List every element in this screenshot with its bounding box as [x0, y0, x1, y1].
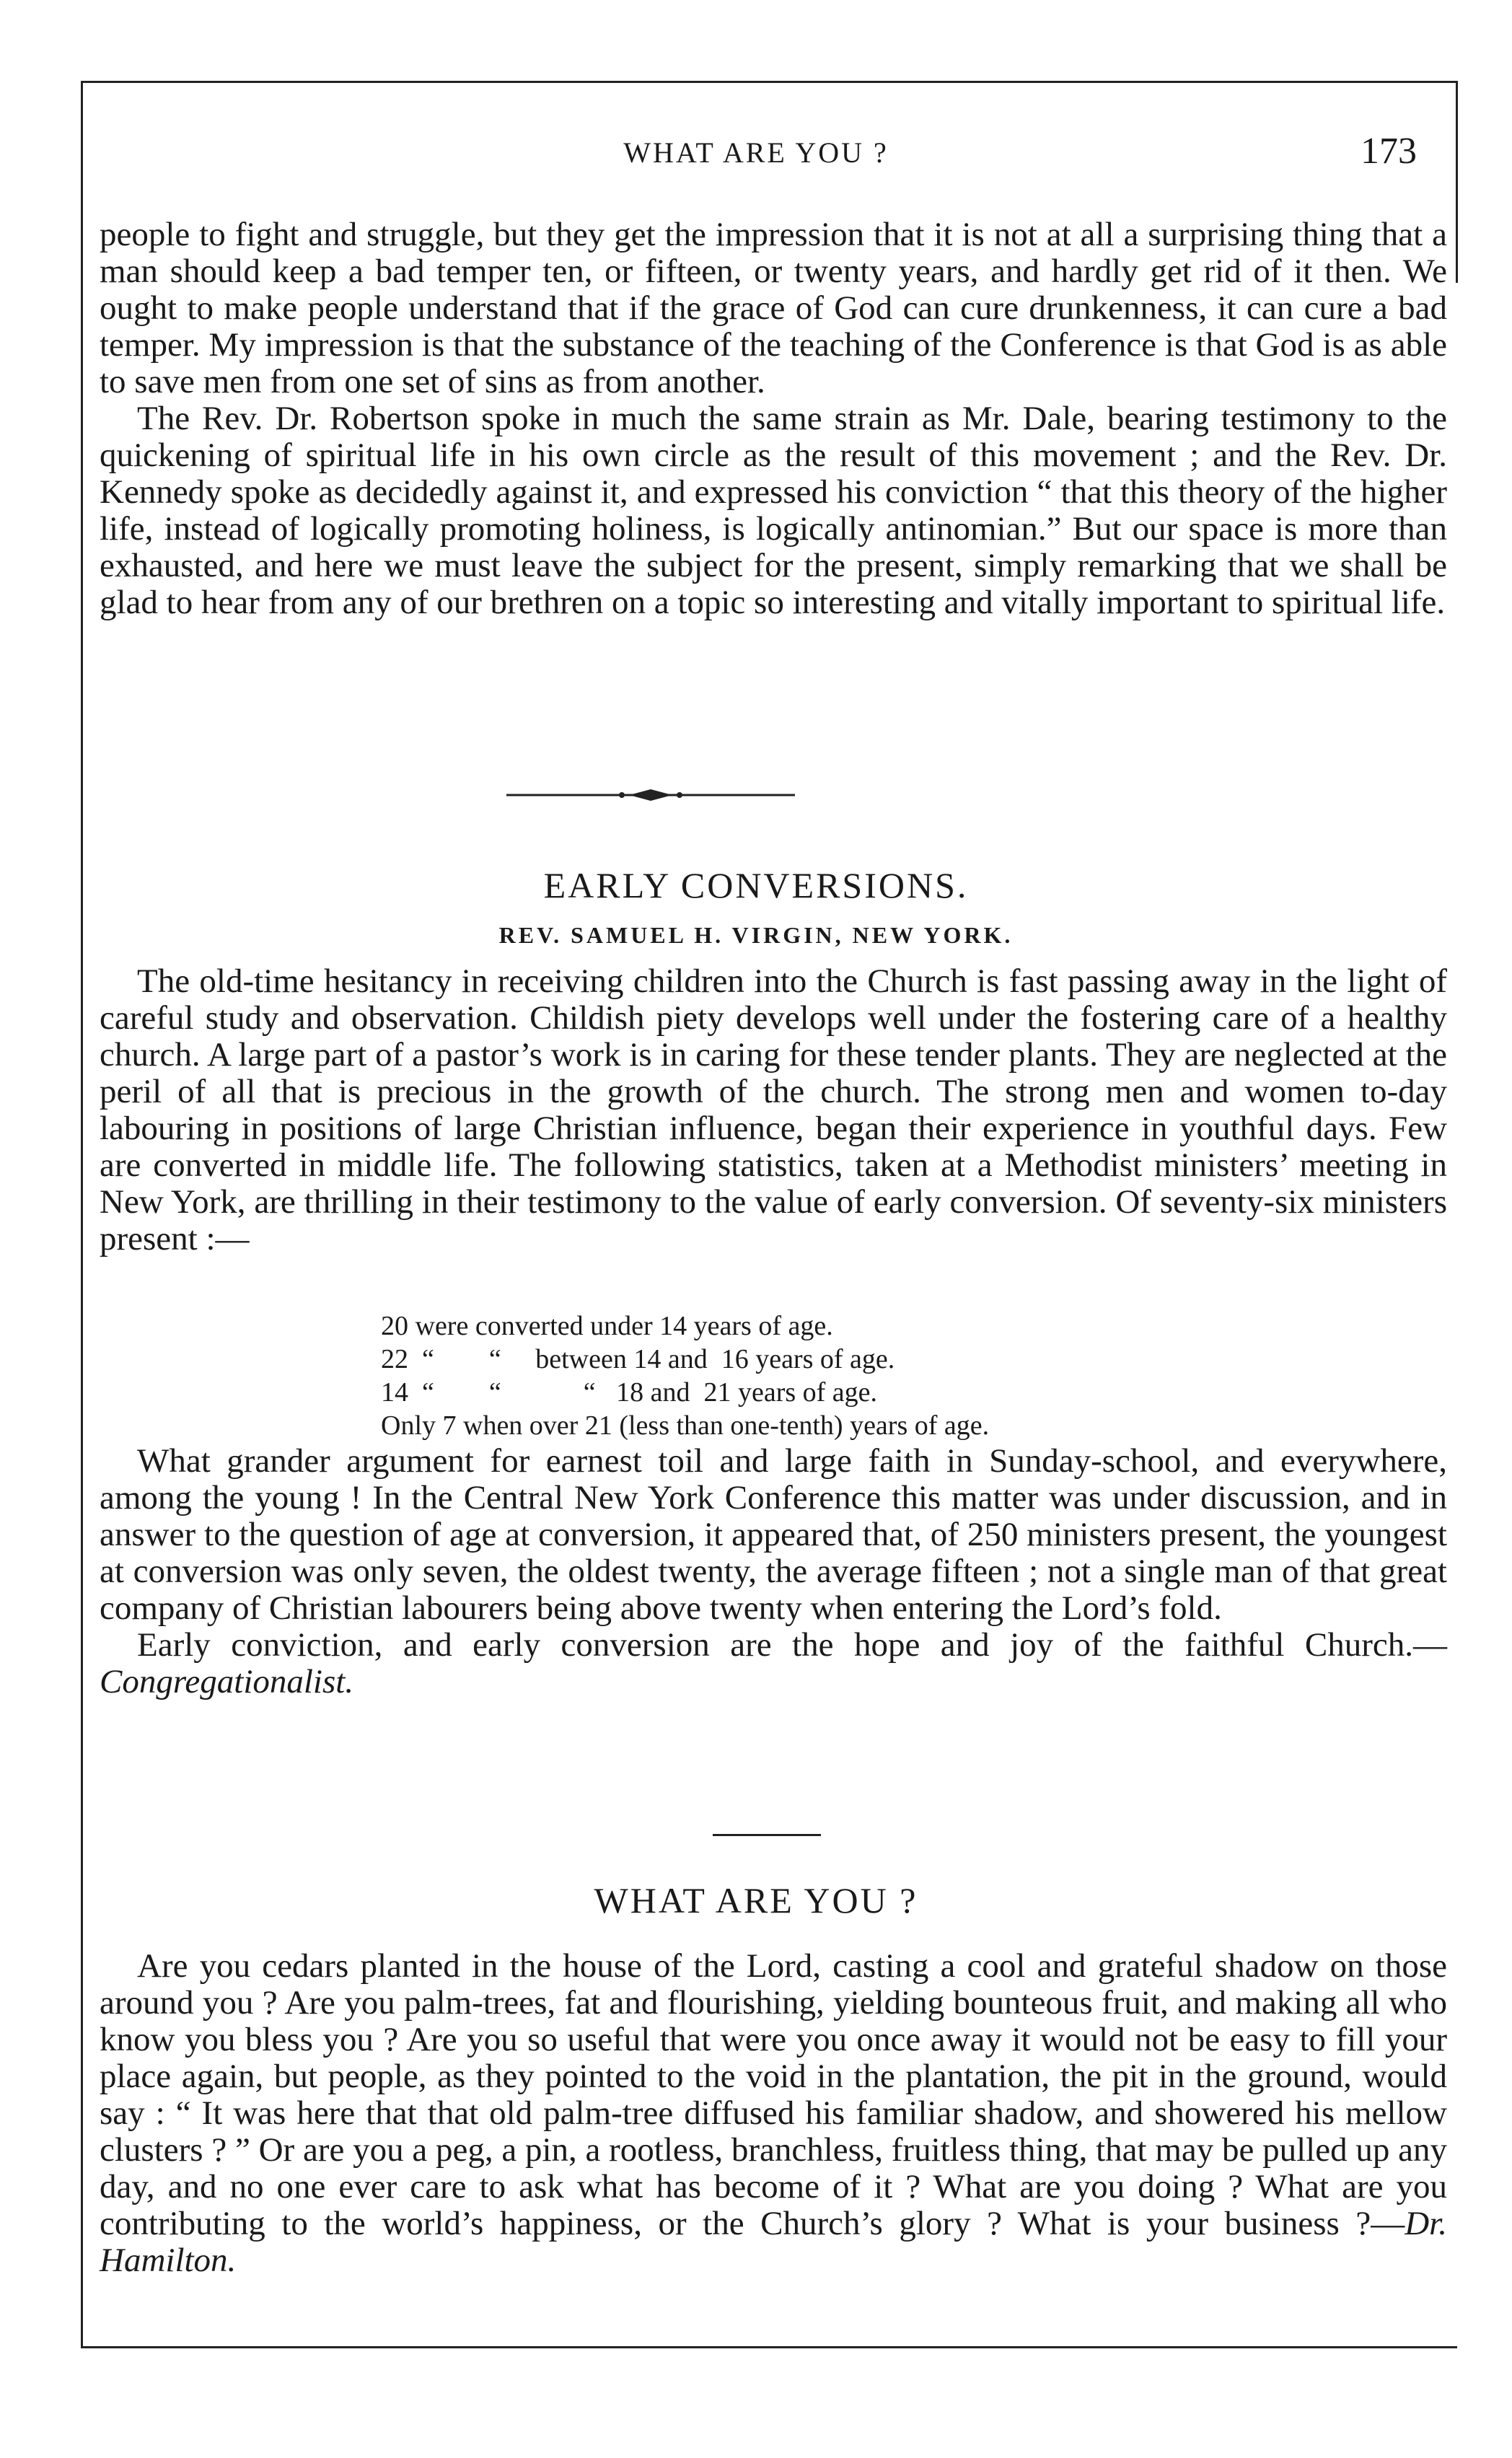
- what-are-you-paragraph: [100, 1948, 1447, 2279]
- article-what-are-you-body: [100, 1948, 1447, 2279]
- article-byline: REV. SAMUEL H. VIRGIN, NEW YORK.: [498, 922, 1014, 948]
- what-are-you-paragraph-text: Are you cedars planted in the house of the Lord, casting a cool and grateful shadow on those around you ? Are you palm-trees, fat and flourishing, yielding bounteous fruit, and making all who know you bless you ? Are you so useful that were you once away it would not be easy to fill your place again, but people, as they pointed to the void in the plantation, the pit in the ground, would say : “ It was here that that old palm-tree diffused his familiar shadow, and showered his mellow clusters ? ” Or are you a peg, a pin, a rootless, branchless, fruitless thing, that may be pulled up any day, and no one ever care to ask what has become of it ? What are you doing ? What are you contributing to the world’s happiness, or the Church’s glory ? What is your business ?—: [100, 1947, 1447, 2242]
- article-early-conversions-body: [100, 963, 1447, 1257]
- page-frame-right: [1456, 81, 1458, 283]
- page-number: 173: [1361, 131, 1417, 172]
- source-attribution: Dr. Hamilton.: [100, 2205, 1447, 2279]
- early-conversions-paragraph-3-text: Early conviction, and early conversion are the hope and joy of the faithful Church.—: [137, 1626, 1447, 1664]
- page-frame-left: [81, 81, 83, 2346]
- statistics-row: 14 “ “ “ 18 and 21 years of age.: [381, 1377, 878, 1408]
- statistics-row: Only 7 when over 21 (less than one-tenth) years of age.: [381, 1410, 990, 1441]
- running-head: WHAT ARE YOU ?: [623, 136, 889, 169]
- source-attribution: Congregationalist.: [100, 1663, 354, 1700]
- continued-article: [100, 216, 1447, 621]
- article-title-early-conversions: EARLY CONVERSIONS.: [543, 865, 969, 905]
- article-title-what-are-you: WHAT ARE YOU ?: [594, 1880, 918, 1921]
- section-rule: [713, 1834, 821, 1836]
- early-conversions-paragraph-2: What grander argument for earnest toil and large faith in Sunday-school, and everywhere, among the young ! In the Central New York Conference this matter was under discussion, and in answer to the question of age at conversion, it appeared that, of 250 ministers present, the youngest at conversion was only seven, the oldest twenty, the average fifteen ; not a single man of that great company of Christian labourers being above twenty when entering the Lord’s fold.: [100, 1442, 1447, 1627]
- statistics-row: 22 “ “ between 14 and 16 years of age.: [381, 1344, 895, 1374]
- early-conversions-paragraph-1: The old-time hesitancy in receiving children into the Church is fast passing away in the light of careful study and observation. Childish piety develops well under the fostering care of a healthy church. A large part of a pastor’s work is in caring for these tender plants. They are neglected at the peril of all that is precious in the growth of the church. The strong men and women to-day labouring in positions of large Christian influence, began their experience in youthful days. Few are converted in middle life. The following statistics, taken at a Methodist ministers’ meeting in New York, are thrilling in their testimony to the value of early conversion. Of seventy-six ministers present :—: [100, 962, 1447, 1257]
- page-frame-bottom: [81, 2346, 1457, 2348]
- page-frame-top: [81, 81, 1457, 83]
- statistics-list: [381, 1309, 1247, 1442]
- continued-paragraph-1: people to fight and struggle, but they get the impression that it is not at all a surprising thing that a man should keep a bad temper ten, or fifteen, or twenty years, and hardly get rid of it then. We ought to make people understand that if the grace of God can cure drunkenness, it can cure a bad temper. My impression is that the substance of the teaching of the Conference is that God is as able to save men from one set of sins as from another.: [100, 216, 1447, 400]
- article-early-conversions-continued: [100, 1443, 1447, 1700]
- ornament-divider: [506, 786, 795, 804]
- early-conversions-paragraph-3: [100, 1627, 1447, 1700]
- statistics-row: 20 were converted under 14 years of age.: [381, 1311, 833, 1341]
- continued-paragraph-2: The Rev. Dr. Robertson spoke in much the same strain as Mr. Dale, bearing testimony to the quickening of spiritual life in his own circle as the result of this movement ; and the Rev. Dr. Kennedy spoke as decidedly against it, and expressed his conviction “ that this theory of the higher life, instead of logically promoting holiness, is logically antinomian.” But our space is more than exhausted, and here we must leave the subject for the present, simply remarking that we shall be glad to hear from any of our brethren on a topic so interesting and vitally important to spiritual life.: [100, 400, 1447, 621]
